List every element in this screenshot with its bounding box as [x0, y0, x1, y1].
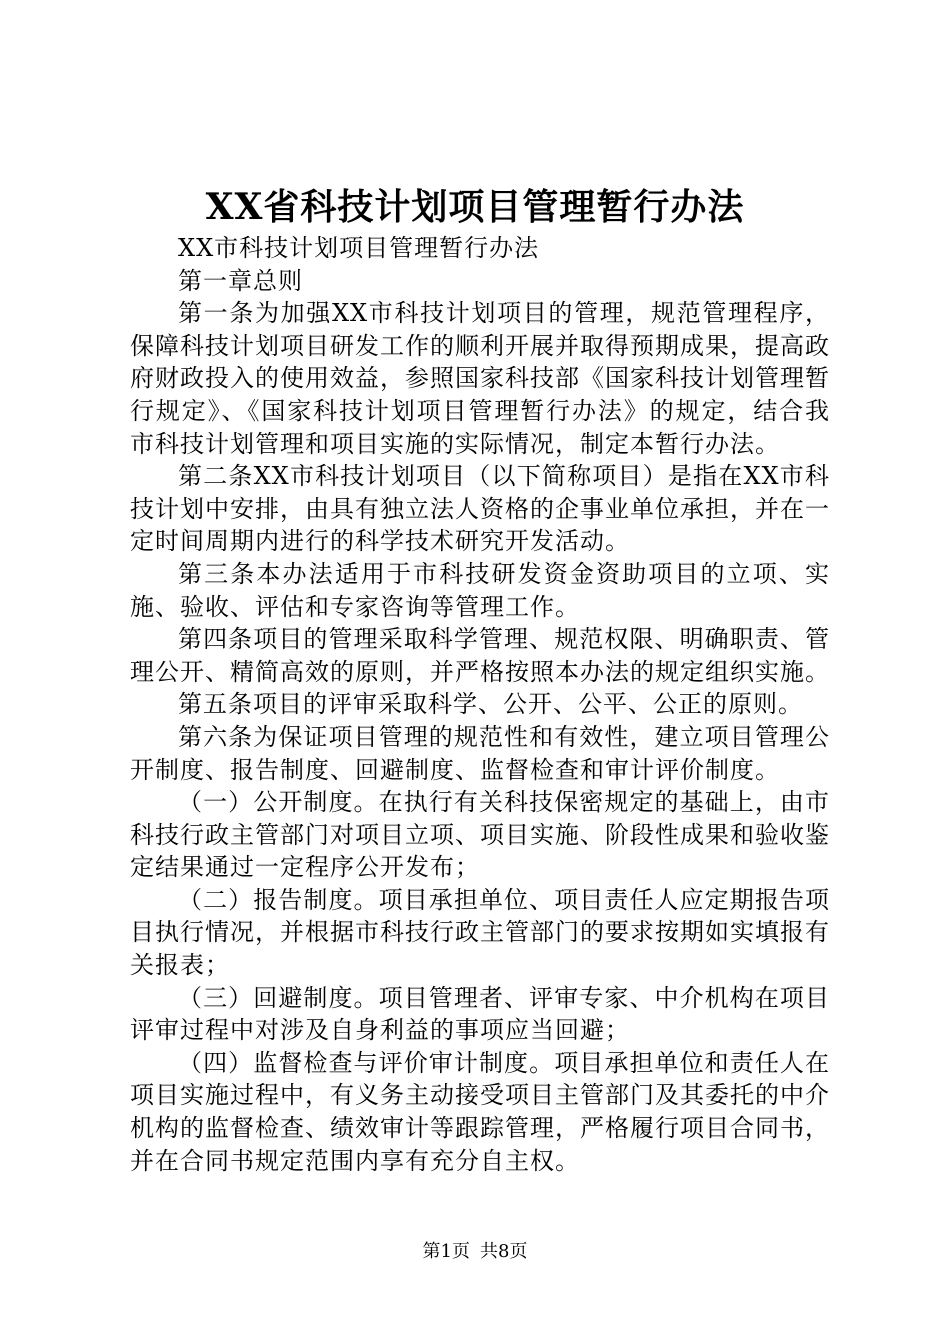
paragraph-article-3: 第三条本办法适用于市科技研发资金资助项目的立项、实施、验收、评估和专家咨询等管理工作。	[130, 559, 830, 621]
document-title: XX省科技计划项目管理暂行办法	[205, 186, 745, 228]
paragraph-article-5: 第五条项目的评审采取科学、公开、公平、公正的原则。	[178, 690, 803, 719]
page-number: 第1页	[422, 1241, 470, 1262]
document-body	[130, 232, 830, 1177]
paragraph-item-3: （三）回避制度。项目管理者、评审专家、中介机构在项目评审过程中对涉及自身利益的事项应当回避；	[130, 983, 830, 1045]
paragraph-item-1: （一）公开制度。在执行有关科技保密规定的基础上，由市科技行政主管部门对项目立项、项目实施、阶段性成果和验收鉴定结果通过一定程序公开发布；	[130, 788, 830, 882]
paragraph-subtitle: XX市科技计划项目管理暂行办法	[178, 234, 540, 262]
paragraph-item-4: （四）监督检查与评价审计制度。项目承担单位和责任人在项目实施过程中，有义务主动接受项目主管部门及其委托的中介机构的监督检查、绩效审计等跟踪管理，严格履行项目合同书，并在合同书规定范围内享有充分自主权。	[130, 1048, 830, 1175]
paragraph-article-1: 第一条为加强XX市科技计划项目的管理，规范管理程序，保障科技计划项目研发工作的顺利开展并取得预期成果，提高政府财政投入的使用效益，参照国家科技部《国家科技计划管理暂行规定》、《国家科技计划项目管理暂行办法》的规定，结合我市科技计划管理和项目实施的实际情况，制定本暂行办法。	[130, 299, 830, 458]
page-footer	[0, 1240, 950, 1264]
paragraph-article-4: 第四条项目的管理采取科学管理、规范权限、明确职责、管理公开、精简高效的原则，并严格按照本办法的规定组织实施。	[130, 625, 830, 686]
page-total: 共8页	[480, 1241, 528, 1262]
paragraph-chapter-heading: 第一章总则	[178, 266, 303, 295]
paragraph-article-2: 第二条XX市科技计划项目（以下简称项目）是指在XX市科技计划中安排，由具有独立法人资格的企事业单位承担，并在一定时间周期内进行的科学技术研究开发活动。	[130, 462, 830, 556]
paragraph-article-6: 第六条为保证项目管理的规范性和有效性，建立项目管理公开制度、报告制度、回避制度、监督检查和审计评价制度。	[130, 722, 830, 784]
paragraph-item-2: （二）报告制度。项目承担单位、项目责任人应定期报告项目执行情况，并根据市科技行政主管部门的要求按期如实填报有关报表；	[130, 885, 830, 980]
